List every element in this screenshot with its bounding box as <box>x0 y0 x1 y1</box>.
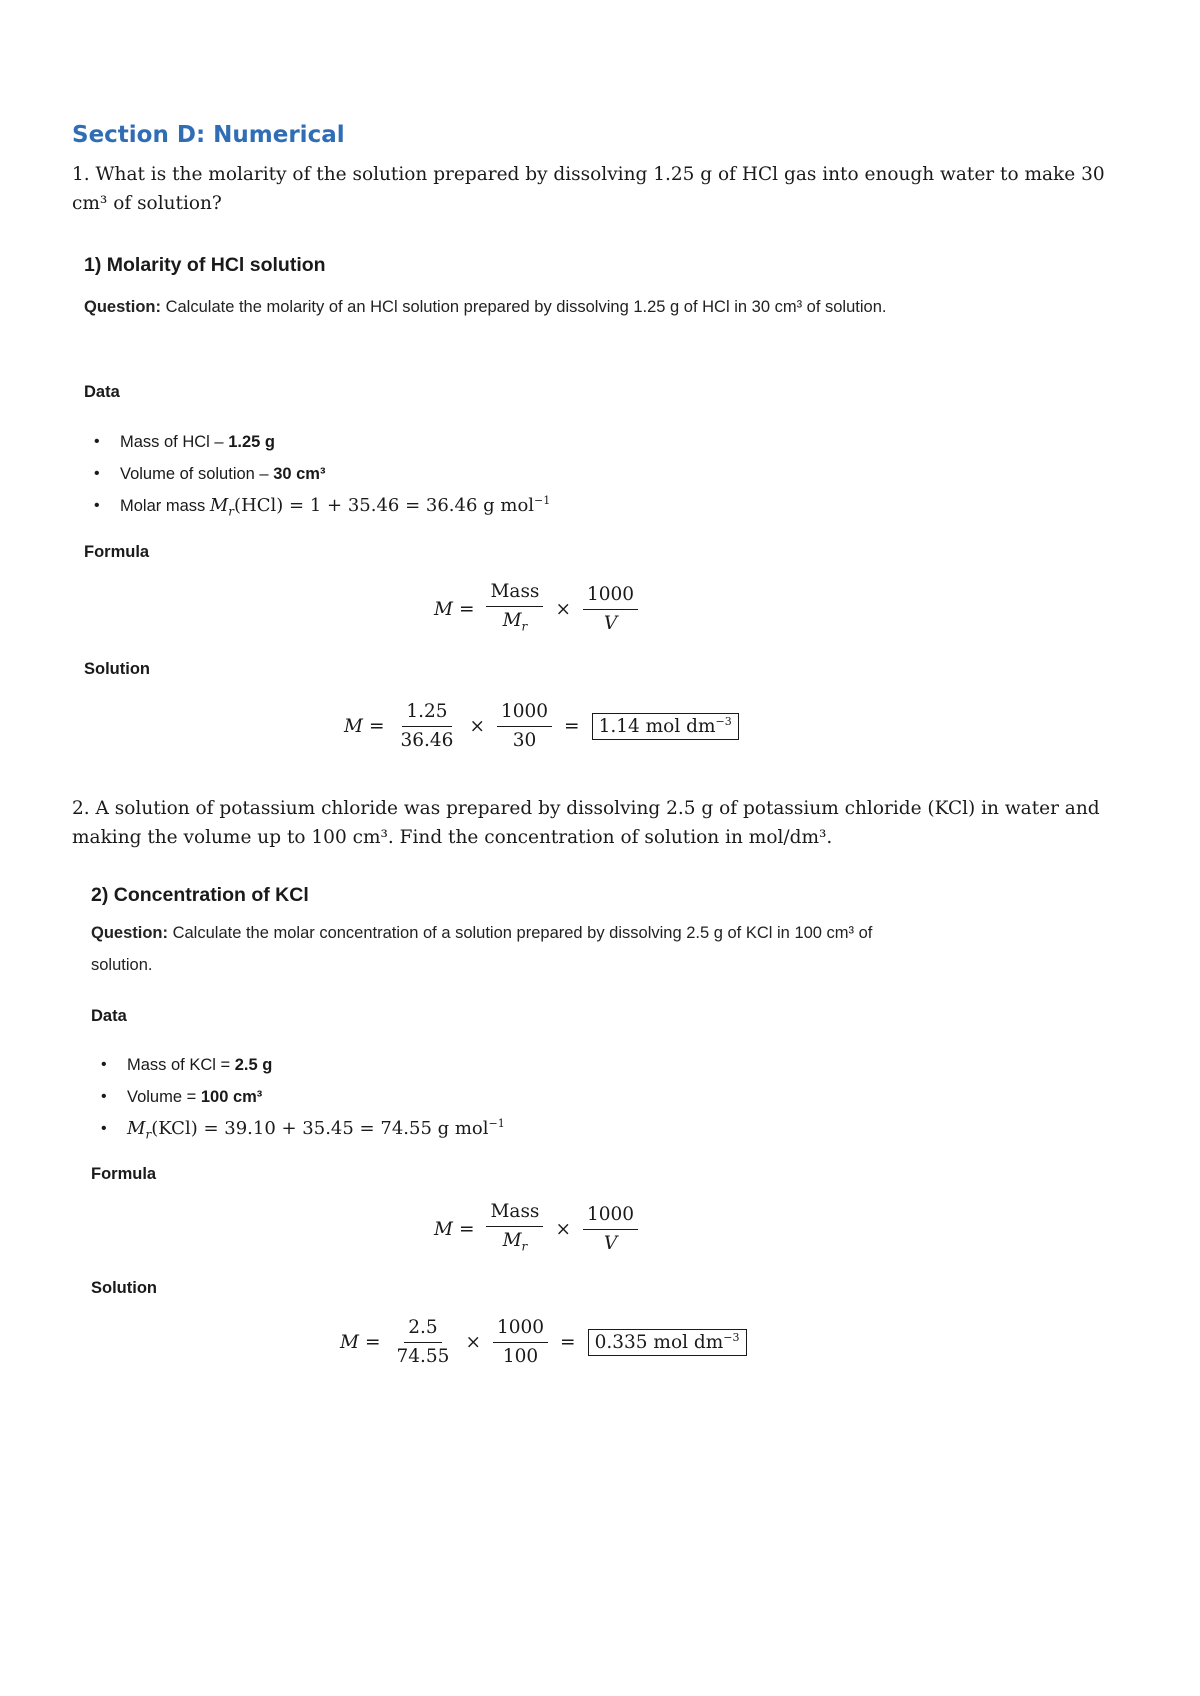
data-label: Data <box>84 383 120 401</box>
list-item: • Mass of KCl = 2.5 g <box>91 1049 505 1081</box>
section-title: Section D: Numerical <box>72 122 345 148</box>
solution-label: Solution <box>84 660 150 678</box>
question-label: Question: <box>91 924 168 942</box>
solution-label: Solution <box>91 1279 157 1297</box>
answer-2-heading: 2) Concentration of KCl <box>91 884 309 906</box>
list-item: • Molar mass $M_r(HCl) = 1 + 35.46 = 36.46$ g mol$^{-1}$ <box>84 490 550 522</box>
answer-1-question <box>84 291 924 323</box>
formula-equation: M = $\frac{\text{Mass}}{M_r}$ × $\frac{1000}{V}$ <box>434 580 644 639</box>
answer-box: 1.14 mol $dm^{-3}$ <box>592 713 739 740</box>
question-text: Calculate the molar concentration of a solution prepared by dissolving 2.5 g of KCl in 100 cm³ of solution. <box>91 924 873 974</box>
solution-equation: M = $\frac{2.5}{74.55}$ × $\frac{1000}{100}$ = 0.335 mol $dm^{-3}$ <box>340 1316 747 1369</box>
question-1-text: 1. What is the molarity of the solution prepared by dissolving 1.25 g of HCl gas into enough water to make 30 cm³ of solution? <box>72 164 1105 214</box>
solution-equation: M = $\frac{1.25}{36.46}$ × $\frac{1000}{30}$ = 1.14 mol $dm^{-3}$ <box>344 700 739 753</box>
question-2-text: 2. A solution of potassium chloride was prepared by dissolving 2.5 g of potassium chloride (KCl) in water and making the volume up to 100 cm³. Find the concentration of solution in mol/dm³. <box>72 798 1100 848</box>
formula-label: Formula <box>84 543 150 561</box>
list-item: • $M_r(KCl) = 39.10 + 35.45 = 74.55$ g mol$^{-1}$ <box>91 1113 505 1145</box>
answer-2-question <box>91 917 931 981</box>
list-item: • Volume = 100 cm³ <box>91 1081 505 1113</box>
formula-equation: M = $\frac{\text{Mass}}{M_r}$ × $\frac{1000}{V}$ <box>434 1200 644 1259</box>
data-label: Data <box>91 1007 127 1025</box>
answer-box: 0.335 mol $dm^{-3}$ <box>588 1329 747 1356</box>
question-label: Question: <box>84 298 161 316</box>
answer-2-block <box>91 884 931 981</box>
list-item: • Mass of HCl – 1.25 g <box>84 426 550 458</box>
formula-label: Formula <box>91 1165 157 1183</box>
data-list <box>84 426 550 522</box>
question-text: Calculate the molarity of an HCl solution prepared by dissolving 1.25 g of HCl in 30 cm³ of solution. <box>165 298 887 316</box>
answer-1-block <box>84 254 924 323</box>
answer-1-heading: 1) Molarity of HCl solution <box>84 254 326 276</box>
list-item: • Volume of solution – 30 cm³ <box>84 458 550 490</box>
data-list <box>91 1049 505 1145</box>
